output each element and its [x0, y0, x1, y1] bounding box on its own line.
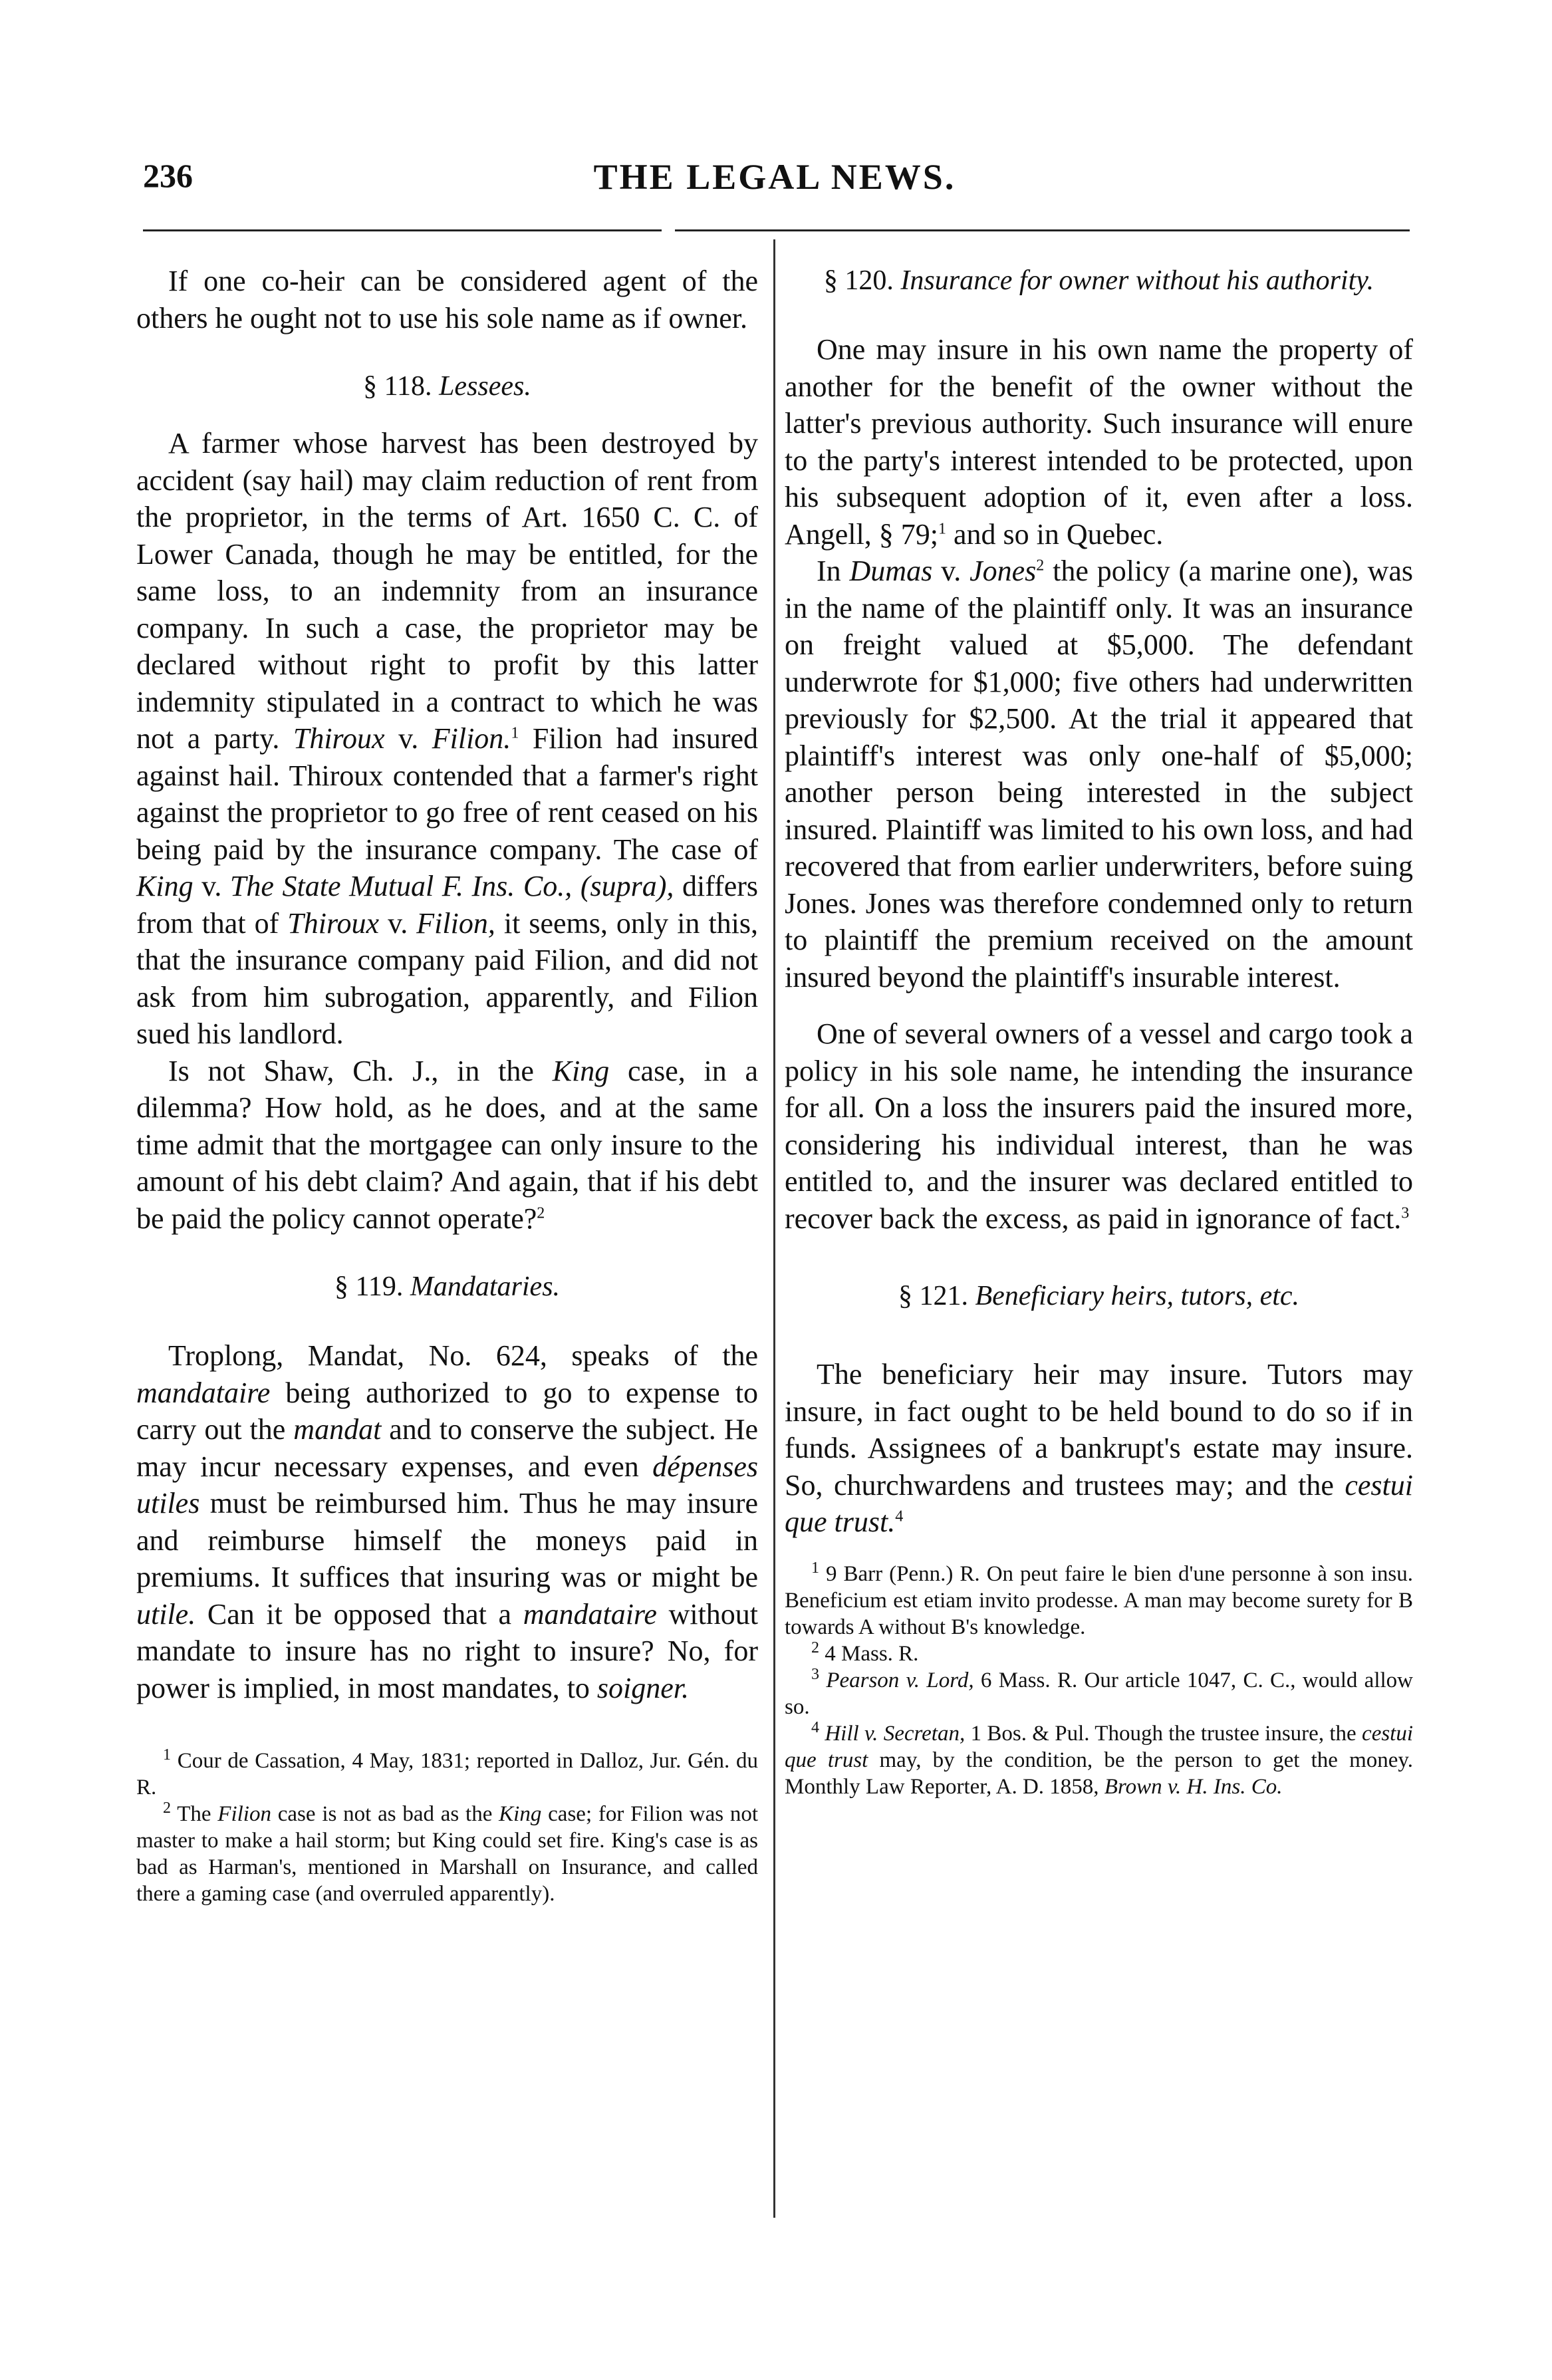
section-120-paragraph-2	[785, 553, 1413, 995]
footnote-ref: 2	[1036, 557, 1045, 575]
case-ref: (supra),	[580, 870, 674, 902]
footnote-ref: 2	[537, 1204, 545, 1222]
page-header	[143, 156, 1406, 209]
section-title: Insurance for owner without his authority.	[900, 265, 1374, 296]
case-name: King	[136, 870, 194, 902]
footnote-text: case is not as bad as the	[277, 1802, 493, 1826]
section-119-heading	[136, 1269, 758, 1305]
text-run: being authorized to go to expense to carry out the	[136, 1376, 759, 1446]
text-run: The beneficiary heir may insure. Tutors may insure, in fact ought to be held bound to do so if in funds. Assignees of a bankrupt's estate may insure. So, churchwardens and trustees may; and the	[785, 1358, 1413, 1502]
footnote-text: 1 Bos. & Pul. Though the trustee insure, the	[970, 1721, 1357, 1746]
footnote-2	[136, 1801, 758, 1907]
left-column	[136, 263, 758, 1907]
footnote-text: case; for Filion was not master to make a hail storm; but King could set fire. King's case is as bad as Harman's, mentioned in Marshall on Insurance, and called there a gaming case (and overruled apparently).	[136, 1802, 759, 1906]
text-run: Can it be opposed that a	[207, 1597, 512, 1631]
section-title: Mandataries.	[410, 1271, 561, 1302]
footnote-1	[136, 1748, 758, 1801]
case-name: Brown v. H. Ins. Co.	[1104, 1774, 1283, 1799]
section-119-paragraph	[136, 1337, 758, 1706]
section-title: Beneficiary heirs, tutors, etc.	[975, 1281, 1300, 1311]
case-name: Filion.	[432, 722, 511, 755]
footnote-4	[785, 1720, 1413, 1800]
italic-term: utile.	[136, 1597, 196, 1631]
footnote-number: 1	[811, 1559, 819, 1577]
text-run: A farmer whose harvest has been destroyed by accident (say hail) may claim reduction of rent from the proprietor, in the terms of Art. 1650 C. C. of Lower Canada, though he may be entitled, for the same loss, to an indemnity from an insurance company. In such a case, the proprietor may be declared without right to profit by this latter indemnity stipulated in a contract to which he was not a party.	[136, 427, 758, 755]
text-run: In	[817, 555, 841, 587]
footnote-ref: 4	[895, 1508, 904, 1525]
footnote-number: 2	[811, 1639, 819, 1656]
case-name: Thiroux	[287, 906, 380, 940]
footnote-text: The	[177, 1802, 211, 1826]
footnote-text: 6 Mass. R. Our article 1047, C. C., would allow so.	[785, 1668, 1413, 1719]
footnote-text: 4 Mass. R.	[825, 1641, 919, 1666]
italic-term: mandataire	[523, 1597, 657, 1631]
footnote-ref: 3	[1401, 1204, 1410, 1222]
text-run: must be reimbursed him. Thus he may insure and reimburse himself the moneys paid in premiums. It suffices that insuring was or might be	[136, 1487, 758, 1593]
case-name: Dumas	[849, 555, 933, 587]
italic-term: mandat	[293, 1413, 382, 1446]
footnote-ref: 1	[938, 519, 946, 537]
running-title: THE LEGAL NEWS.	[593, 157, 956, 197]
case-name: Filion,	[416, 906, 495, 940]
section-121-heading	[785, 1278, 1413, 1315]
footnote-text: Cour de Cassation, 4 May, 1831; reported in Dalloz, Jur. Gén. du R.	[136, 1749, 758, 1799]
case-name: Pearson v. Lord,	[826, 1668, 974, 1692]
text-run: v.	[201, 870, 222, 902]
case-name: The State Mutual F. Ins. Co.,	[229, 870, 573, 902]
case-name: King	[552, 1054, 610, 1087]
case-name: Filion	[217, 1802, 271, 1826]
case-name: Thiroux	[293, 722, 385, 755]
case-name: Hill v. Secretan,	[825, 1721, 966, 1746]
text-run: Is not Shaw, Ch. J., in the	[168, 1054, 534, 1087]
footnote-2	[785, 1641, 1413, 1667]
text-run: and so in Quebec.	[953, 517, 1164, 551]
text-run: Filion had insured against hail. Thiroux contended that a farmer's right against the proprietor to go free of rent ceased on his being paid by the insurance company. The case of	[136, 722, 759, 866]
column-divider	[773, 239, 775, 2218]
footnote-text: may, by the condition, be the person to get the money. Monthly Law Reporter, A. D. 1858,	[785, 1748, 1413, 1799]
section-120-heading	[785, 263, 1413, 299]
section-120-paragraph-1	[785, 331, 1413, 553]
footnote-number: 4	[811, 1718, 819, 1736]
case-name: King	[499, 1802, 542, 1826]
dilemma-paragraph	[136, 1053, 758, 1238]
page-number: 236	[143, 157, 193, 194]
text-run: case, in a dilemma? How hold, as he does, and at the same time admit that the mortgagee can only insure to the amount of his debt claim? And again, that if his debt be paid the policy cannot operate?	[136, 1054, 759, 1235]
section-120-paragraph-3	[785, 1015, 1413, 1237]
footnote-3	[785, 1667, 1413, 1720]
section-number: § 121.	[898, 1281, 968, 1311]
text-run: v.	[398, 722, 419, 755]
italic-term: cestui que trust	[785, 1721, 1414, 1772]
italic-term: dépenses utiles	[136, 1450, 759, 1520]
text-run: Troplong, Mandat, No. 624, speaks of the	[168, 1339, 758, 1372]
text-run: v.	[388, 906, 408, 940]
text-run: and to conserve the subject. He may incur necessary expenses, and even	[136, 1413, 759, 1483]
footnote-ref: 1	[511, 724, 519, 742]
text-run: One of several owners of a vessel and cargo took a policy in his sole name, he intending the insurance for all. On a loss the insurers paid the insured more, considering his individual interest, than he was entitled to, and the insurer was declared entitled to recover back the excess, as paid in ignorance of fact.	[785, 1017, 1413, 1235]
text-run: differs from that of	[136, 870, 759, 940]
section-number: § 119.	[334, 1271, 404, 1302]
intro-paragraph: If one co-heir can be considered agent of the others he ought not to use his sole name as if owner.	[136, 265, 758, 334]
text-run: the policy (a marine one), was in the name of the plaintiff only. It was an insurance on freight valued at $5,000. The defendant underwrote for $1,000; five others had underwritten previously for $2,500. At the trial it appeared that plaintiff's interest was only one-half of $5,000; another person being interested in the subject insured. Plaintiff was limited to his own loss, and had recovered that from earlier underwriters, before suing Jones. Jones was therefore condemned only to return to plaintiff the premium received on the amount insured beyond the plaintiff's insurable interest.	[785, 555, 1414, 993]
footnote-number: 1	[163, 1746, 171, 1764]
section-title: Lessees.	[439, 371, 531, 402]
italic-term: soigner.	[596, 1671, 690, 1704]
header-rule-right	[675, 229, 1410, 231]
section-number: § 120.	[823, 265, 894, 296]
section-118-paragraph	[136, 425, 758, 1053]
right-column	[785, 263, 1413, 1800]
text-run: v.	[941, 555, 962, 587]
text-run: without mandate to insure has no right to insure? No, for power is implied, in most mandates, to	[136, 1597, 759, 1704]
section-118-heading	[136, 368, 758, 405]
footnote-1	[785, 1561, 1413, 1641]
section-121-paragraph	[785, 1356, 1413, 1541]
footnote-text: 9 Barr (Penn.) R. On peut faire le bien d'une personne à son insu. Beneficium est etiam invito prodesse. A man may become surety for B towards A without B's knowledge.	[785, 1561, 1414, 1639]
section-number: § 118.	[363, 371, 432, 402]
footnote-number: 2	[163, 1799, 171, 1817]
text-run: it seems, only in this, that the insurance company paid Filion, and did not ask from him subrogation, apparently, and Filion sued his landlord.	[136, 906, 759, 1050]
text-run: One may insure in his own name the property of another for the benefit of the owner without the latter's previous authority. Such insurance will enure to the party's interest intended to be protected, upon his subsequent adoption of it, even after a loss. Angell, § 79;	[785, 333, 1413, 551]
italic-term: mandataire	[136, 1376, 271, 1409]
header-rule-left	[143, 229, 662, 231]
case-name: Jones	[970, 555, 1037, 587]
footnote-number: 3	[811, 1665, 819, 1683]
italic-term: cestui que trust.	[785, 1468, 1413, 1538]
